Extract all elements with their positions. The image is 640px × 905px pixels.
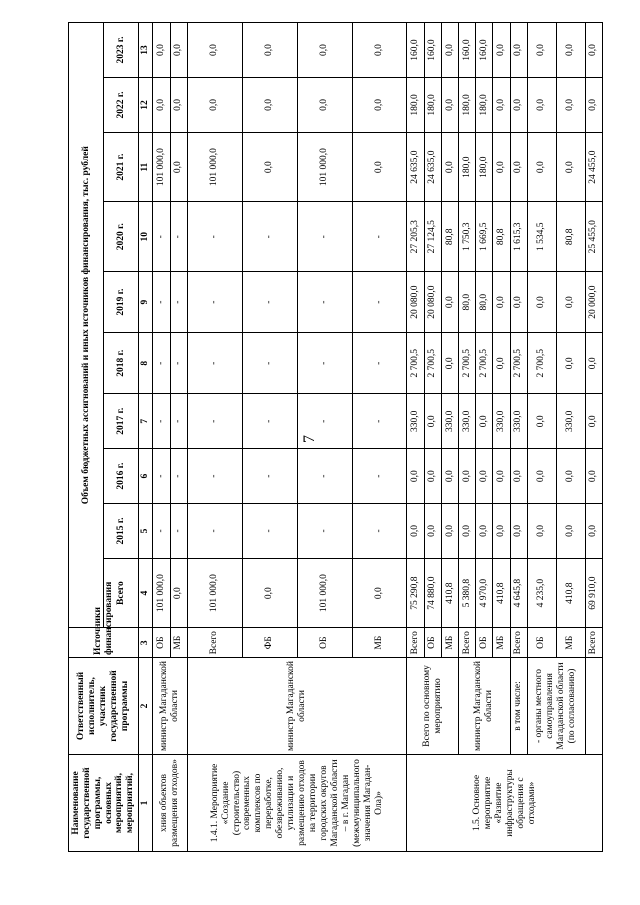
header-year: 2019 г. [104, 272, 139, 333]
header-column-number: 5 [139, 504, 153, 559]
value-cell: 0,0 [441, 78, 458, 133]
value-cell: - [153, 449, 170, 504]
header-year: 2018 г. [104, 333, 139, 394]
value-cell: 0,0 [441, 504, 458, 559]
value-cell: 0,0 [352, 23, 407, 78]
header-col-source: Источники финансирования [69, 628, 139, 658]
page-number: 7 [301, 435, 318, 443]
value-cell: - [297, 202, 352, 272]
value-cell: - [170, 504, 187, 559]
header-column-number: 1 [139, 754, 153, 851]
source-cell: МБ [441, 628, 458, 658]
executor-cell: - органы местного самоуправления Магаданской области (по согласованию) [527, 657, 585, 754]
value-cell: 0,0 [556, 333, 585, 394]
table-row [459, 23, 476, 852]
value-cell: 0,0 [242, 78, 297, 133]
value-cell: 101 000,0 [187, 558, 242, 628]
value-cell: 0,0 [424, 504, 441, 559]
header-column-number: 12 [139, 78, 153, 133]
value-cell: 0,0 [510, 272, 527, 333]
value-cell: - [187, 202, 242, 272]
value-cell: 0,0 [585, 23, 602, 78]
table-row [407, 23, 424, 852]
header-column-number: 11 [139, 132, 153, 202]
value-cell: - [352, 202, 407, 272]
value-cell: 0,0 [407, 449, 424, 504]
value-cell: 0,0 [493, 78, 510, 133]
header-col-executor: Ответственный исполнитель, участник государственной программы [69, 657, 139, 754]
value-cell: - [352, 394, 407, 449]
value-cell: 24 455,0 [585, 132, 602, 202]
value-cell: 160,0 [476, 23, 493, 78]
value-cell: - [242, 394, 297, 449]
value-cell: 0,0 [424, 449, 441, 504]
header-financing-title: Объем бюджетных ассигнований и иных источников финансирования, тыс. рублей [69, 23, 104, 628]
value-cell: - [352, 333, 407, 394]
value-cell: 0,0 [510, 78, 527, 133]
value-cell: - [187, 449, 242, 504]
value-cell: 0,0 [493, 504, 510, 559]
header-numbers-partial [139, 23, 153, 852]
value-cell: 0,0 [493, 333, 510, 394]
value-cell: 0,0 [242, 132, 297, 202]
value-cell: 0,0 [170, 23, 187, 78]
value-cell: 0,0 [441, 333, 458, 394]
value-cell: 330,0 [493, 394, 510, 449]
value-cell: 330,0 [407, 394, 424, 449]
value-cell: - [352, 449, 407, 504]
value-cell: 0,0 [527, 78, 556, 133]
executor-cell: Всего по основному мероприятию [407, 657, 459, 754]
value-cell: 0,0 [153, 78, 170, 133]
value-cell: 27 124,5 [424, 202, 441, 272]
source-cell: МБ [170, 628, 187, 658]
value-cell: 2 700,5 [510, 333, 527, 394]
value-cell: 75 290,8 [407, 558, 424, 628]
header-col-name: Наименование государственной программы, основных мероприятий, мероприятий, [69, 754, 139, 851]
program-name-cell: хния объектов размещения отходов» [153, 754, 187, 851]
source-cell: ОБ [297, 628, 352, 658]
value-cell: 0,0 [476, 449, 493, 504]
header-year: 2017 г. [104, 394, 139, 449]
value-cell: - [187, 272, 242, 333]
value-cell: 0,0 [170, 132, 187, 202]
value-cell: - [242, 272, 297, 333]
value-cell: 20 080,0 [424, 272, 441, 333]
value-cell: 4 645,8 [510, 558, 527, 628]
value-cell: - [153, 504, 170, 559]
value-cell: 101 000,0 [153, 132, 170, 202]
value-cell: 0,0 [493, 272, 510, 333]
source-cell: МБ [556, 628, 585, 658]
value-cell: 0,0 [556, 78, 585, 133]
table-body [153, 23, 603, 852]
value-cell: 0,0 [441, 23, 458, 78]
value-cell: - [297, 504, 352, 559]
header-column-number: 13 [139, 23, 153, 78]
value-cell: 20 080,0 [407, 272, 424, 333]
value-cell: 0,0 [441, 132, 458, 202]
value-cell: 0,0 [352, 78, 407, 133]
value-cell: 0,0 [510, 504, 527, 559]
header-column-number: 2 [139, 657, 153, 754]
source-cell: ОБ [424, 628, 441, 658]
value-cell: 180,0 [459, 132, 476, 202]
value-cell: 1 534,5 [527, 202, 556, 272]
value-cell: 101 000,0 [297, 558, 352, 628]
value-cell: 0,0 [297, 23, 352, 78]
value-cell: 0,0 [556, 504, 585, 559]
value-cell: - [297, 333, 352, 394]
value-cell: - [153, 272, 170, 333]
value-cell: - [297, 272, 352, 333]
value-cell: 0,0 [585, 333, 602, 394]
value-cell: 0,0 [187, 23, 242, 78]
value-cell: 0,0 [352, 132, 407, 202]
value-cell: 330,0 [441, 394, 458, 449]
value-cell: 0,0 [585, 394, 602, 449]
value-cell: 0,0 [527, 394, 556, 449]
value-cell: - [153, 333, 170, 394]
source-cell: ОБ [527, 628, 556, 658]
value-cell: 2 700,5 [527, 333, 556, 394]
value-cell: 0,0 [527, 449, 556, 504]
value-cell: - [242, 202, 297, 272]
source-cell: Всего [585, 628, 602, 658]
table-row [585, 23, 602, 852]
header-year: 2016 г. [104, 449, 139, 504]
header-row [69, 23, 104, 852]
value-cell: 160,0 [407, 23, 424, 78]
value-cell: 25 455,0 [585, 202, 602, 272]
value-cell: 0,0 [585, 504, 602, 559]
value-cell: 0,0 [441, 272, 458, 333]
value-cell: 0,0 [153, 23, 170, 78]
value-cell: 0,0 [476, 504, 493, 559]
value-cell: 0,0 [352, 558, 407, 628]
value-cell: 0,0 [556, 449, 585, 504]
header-column-number: 4 [139, 558, 153, 628]
value-cell: - [242, 449, 297, 504]
value-cell: 0,0 [493, 23, 510, 78]
source-cell: Всего [510, 628, 527, 658]
value-cell: 101 000,0 [187, 132, 242, 202]
value-cell: 0,0 [441, 449, 458, 504]
value-cell: 180,0 [424, 78, 441, 133]
value-cell: 80,0 [459, 272, 476, 333]
value-cell: - [153, 202, 170, 272]
source-cell: ФБ [242, 628, 297, 658]
table-row [187, 23, 242, 852]
source-cell: ОБ [476, 628, 493, 658]
table-row [153, 23, 170, 852]
value-cell: 330,0 [510, 394, 527, 449]
header-year: 2020 г. [104, 202, 139, 272]
value-cell: 180,0 [407, 78, 424, 133]
value-cell: 0,0 [527, 132, 556, 202]
value-cell: 410,8 [493, 558, 510, 628]
value-cell: 2 700,5 [459, 333, 476, 394]
source-cell: Всего [187, 628, 242, 658]
value-cell: 0,0 [510, 132, 527, 202]
value-cell: 0,0 [242, 23, 297, 78]
value-cell: 74 880,0 [424, 558, 441, 628]
value-cell: 160,0 [424, 23, 441, 78]
program-name-cell: 1.4.1. Мероприятие «Создание (строительство) современных комплексов по переработке, обезвреживанию, утилизации и размещению отходов на территории городских округов Магаданской области – в г. Магадан (межмуниципального значения Магадан-Ола)» [187, 754, 407, 851]
value-cell: 4 235,0 [527, 558, 556, 628]
executor-cell: министр Магаданской области [187, 657, 407, 754]
value-cell: - [297, 394, 352, 449]
header-year: Всего [104, 558, 139, 628]
rotated-table-container [68, 22, 603, 852]
value-cell: 180,0 [476, 78, 493, 133]
header-year: 2023 г. [104, 23, 139, 78]
value-cell: 1 750,3 [459, 202, 476, 272]
program-name-cell: 1.5. Основное мероприятие «Развитие инфраструктуры обращения с отходами» [407, 754, 603, 851]
value-cell: - [187, 504, 242, 559]
value-cell: - [242, 333, 297, 394]
header-column-number: 6 [139, 449, 153, 504]
value-cell: 0,0 [187, 78, 242, 133]
financing-table [68, 22, 603, 852]
value-cell: 0,0 [556, 23, 585, 78]
value-cell: 0,0 [527, 23, 556, 78]
table-row [527, 23, 556, 852]
value-cell: 0,0 [510, 449, 527, 504]
value-cell: 0,0 [170, 78, 187, 133]
value-cell: 0,0 [424, 394, 441, 449]
value-cell: - [170, 394, 187, 449]
header-column-number: 7 [139, 394, 153, 449]
value-cell: 0,0 [297, 78, 352, 133]
value-cell: 2 700,5 [407, 333, 424, 394]
header-column-number: 10 [139, 202, 153, 272]
value-cell: 24 635,0 [407, 132, 424, 202]
value-cell: 180,0 [459, 78, 476, 133]
value-cell: - [170, 202, 187, 272]
value-cell: 24 635,0 [424, 132, 441, 202]
value-cell: 0,0 [242, 558, 297, 628]
value-cell: 0,0 [459, 449, 476, 504]
value-cell: 80,8 [493, 202, 510, 272]
header-year: 2021 г. [104, 132, 139, 202]
value-cell: 27 205,3 [407, 202, 424, 272]
value-cell: 20 000,0 [585, 272, 602, 333]
value-cell: 2 700,5 [424, 333, 441, 394]
value-cell: - [187, 394, 242, 449]
value-cell: 0,0 [493, 132, 510, 202]
value-cell: - [297, 449, 352, 504]
value-cell: 5 380,8 [459, 558, 476, 628]
value-cell: 0,0 [527, 272, 556, 333]
source-cell: Всего [459, 628, 476, 658]
value-cell: - [170, 333, 187, 394]
value-cell: 0,0 [556, 272, 585, 333]
value-cell: - [242, 504, 297, 559]
value-cell: 80,8 [556, 202, 585, 272]
header-column-number: 8 [139, 333, 153, 394]
value-cell: 0,0 [527, 504, 556, 559]
value-cell: - [352, 504, 407, 559]
value-cell: 0,0 [407, 504, 424, 559]
table-row [510, 23, 527, 852]
value-cell: 330,0 [459, 394, 476, 449]
executor-cell: министр Магаданской области [459, 657, 511, 754]
value-cell: 80,8 [441, 202, 458, 272]
executor-cell: министр Магаданской области [153, 657, 187, 754]
value-cell: 2 700,5 [476, 333, 493, 394]
value-cell: 0,0 [510, 23, 527, 78]
value-cell: 0,0 [493, 449, 510, 504]
value-cell: 410,8 [441, 558, 458, 628]
value-cell: 101 000,0 [297, 132, 352, 202]
value-cell: 0,0 [459, 504, 476, 559]
value-cell: - [352, 272, 407, 333]
value-cell: 330,0 [556, 394, 585, 449]
value-cell: 4 970,0 [476, 558, 493, 628]
value-cell: 0,0 [556, 132, 585, 202]
value-cell: 0,0 [585, 78, 602, 133]
value-cell: 1 615,3 [510, 202, 527, 272]
executor-cell: в том числе: [510, 657, 527, 754]
value-cell: 180,0 [476, 132, 493, 202]
value-cell: - [170, 272, 187, 333]
value-cell: 69 910,0 [585, 558, 602, 628]
header-column-number: 3 [139, 628, 153, 658]
source-cell: МБ [493, 628, 510, 658]
header-year: 2022 г. [104, 78, 139, 133]
executor-cell [585, 657, 602, 754]
header-column-number: 9 [139, 272, 153, 333]
value-cell: 160,0 [459, 23, 476, 78]
source-cell: МБ [352, 628, 407, 658]
value-cell: 101 000,0 [153, 558, 170, 628]
value-cell: - [170, 449, 187, 504]
value-cell: - [153, 394, 170, 449]
value-cell: - [187, 333, 242, 394]
value-cell: 410,8 [556, 558, 585, 628]
value-cell: 0,0 [585, 449, 602, 504]
value-cell: 0,0 [476, 394, 493, 449]
source-cell: ОБ [153, 628, 170, 658]
header-year: 2015 г. [104, 504, 139, 559]
value-cell: 80,0 [476, 272, 493, 333]
value-cell: 0,0 [170, 558, 187, 628]
source-cell: Всего [407, 628, 424, 658]
value-cell: 1 669,5 [476, 202, 493, 272]
